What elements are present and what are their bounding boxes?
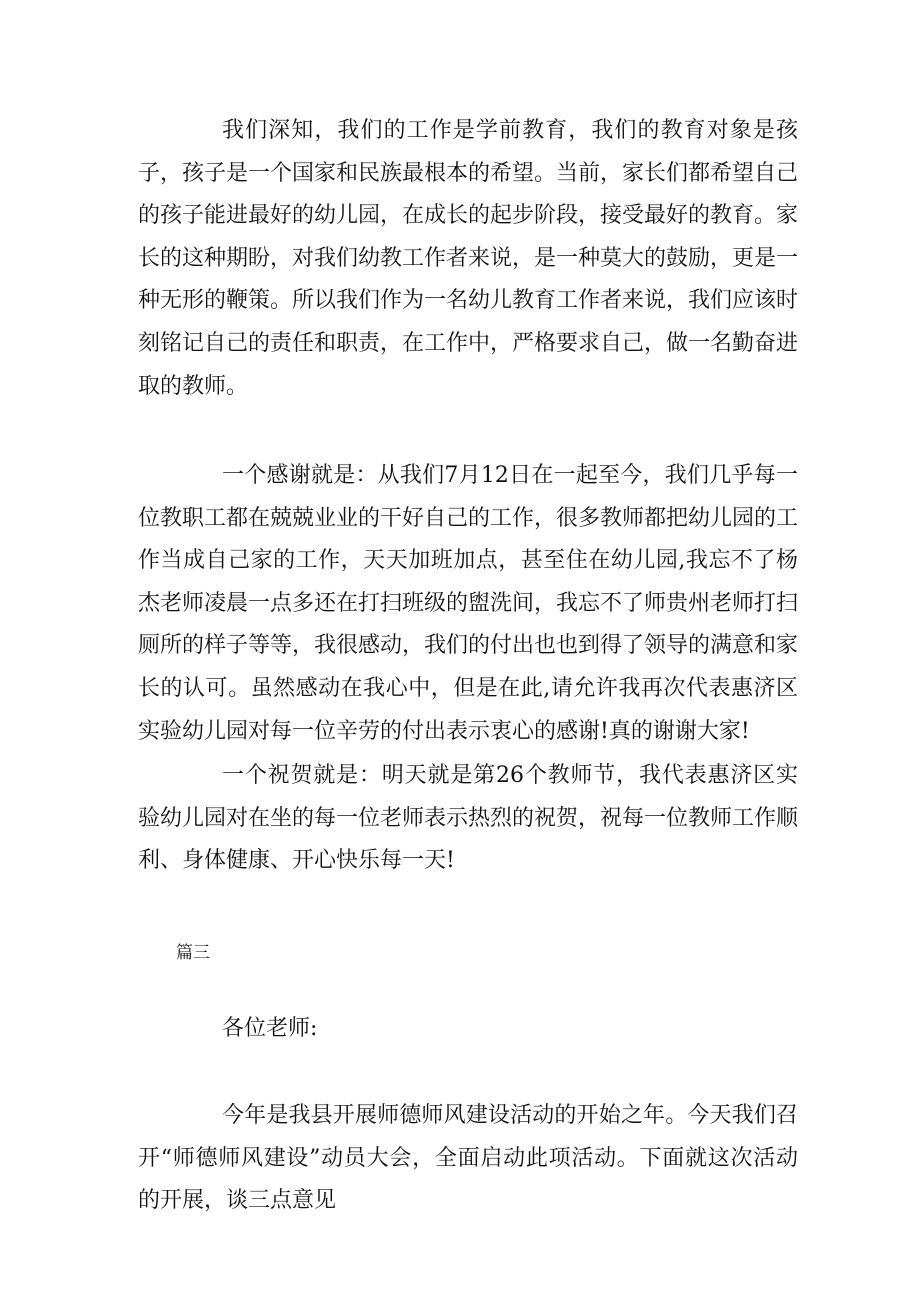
section-label: 篇三 [176,943,210,963]
paragraph-mobilization: 今年是我县开展师德师风建设活动的开始之年。今天我们召开“师德师风建设”动员大会，全面启动此项活动。下面就这次活动的开展，谈三点意见 [138,1103,798,1214]
paragraph-responsibility: 我们深知，我们的工作是学前教育，我们的教育对象是孩子，孩子是一个国家和民族最根本的希望。当前，家长们都希望自己的孩子能进最好的幼儿园，在成长的起步阶段，接受最好的教育。家长的这种期盼，对我们幼教工作者来说，是一种莫大的鼓励，更是一种无形的鞭策。所以我们作为一名幼儿教育工作者来说，我们应该时刻铭记自己的责任和职责，在工作中，严格要求自己，做一名勤奋进取的教师。 [138,118,799,399]
paragraph-thanks: 一个感谢就是：从我们7月12日在一起至今，我们几乎每一位教职工都在兢兢业业的干好自己的工作，很多教师都把幼儿园的工作当成自己家的工作，天天加班加点，甚至住在幼儿园,我忘不了杨杰老师凌晨一点多还在打扫班级的盥洗间，我忘不了师贵州老师打扫厕所的样子等等，我很感动，我们的付出也也到得了领导的满意和家长的认可。虽然感动在我心中，但是在此,请允许我再次代表惠济区实验幼儿园对每一位辛劳的付出表示衷心的感谢!真的谢谢大家! [138,463,799,744]
paragraph-congratulations: 一个祝贺就是：明天就是第26个教师节，我代表惠济区实验幼儿园对在坐的每一位老师表示热烈的祝贺，祝每一位教师工作顺利、身体健康、开心快乐每一天! [138,763,799,874]
greeting-line: 各位老师: [222,1016,318,1041]
